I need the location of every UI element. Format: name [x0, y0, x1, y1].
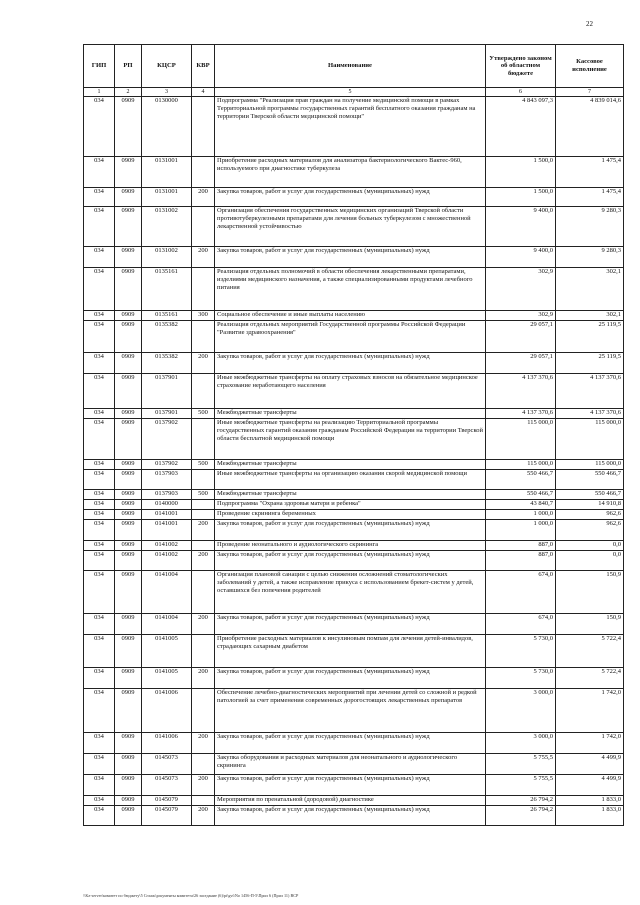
cell-name: Обеспечение лечебно-диагностических мероприятий при лечении детей со сложной и редкой патологией за счет применения современных дорогостоящих лекарственных препаратов	[215, 689, 486, 733]
cell-executed: 0,0	[556, 551, 624, 571]
column-number: 7	[556, 88, 624, 97]
cell-name: Закупка товаров, работ и услуг для государственных (муниципальных) нужд	[215, 806, 486, 826]
cell-kcsr: 0141005	[142, 668, 192, 689]
cell-gpp: 034	[84, 775, 115, 796]
cell-executed: 4 839 014,6	[556, 97, 624, 157]
cell-rp: 0909	[115, 97, 142, 157]
cell-executed: 1 475,4	[556, 157, 624, 188]
column-number: 1	[84, 88, 115, 97]
cell-gpp: 034	[84, 207, 115, 247]
cell-executed: 5 722,4	[556, 635, 624, 668]
cell-name: Межбюджетные трансферты	[215, 409, 486, 419]
header-row	[84, 45, 624, 88]
cell-kcsr: 0141002	[142, 541, 192, 551]
table-row	[84, 247, 624, 268]
cell-kvr	[192, 419, 215, 460]
cell-kcsr: 0137903	[142, 470, 192, 490]
cell-kvr	[192, 510, 215, 520]
cell-approved: 3 000,0	[486, 733, 556, 754]
cell-name: Закупка товаров, работ и услуг для государственных (муниципальных) нужд	[215, 188, 486, 207]
cell-approved: 674,0	[486, 614, 556, 635]
cell-rp: 0909	[115, 796, 142, 806]
cell-executed: 115 000,0	[556, 460, 624, 470]
cell-gpp: 034	[84, 733, 115, 754]
cell-name: Закупка товаров, работ и услуг для государственных (муниципальных) нужд	[215, 775, 486, 796]
table-row	[84, 353, 624, 374]
table-row	[84, 775, 624, 796]
cell-kcsr: 0141004	[142, 571, 192, 614]
cell-executed: 25 119,5	[556, 353, 624, 374]
cell-rp: 0909	[115, 520, 142, 541]
header-gpp: ГИП	[84, 45, 115, 88]
cell-approved: 5 730,0	[486, 668, 556, 689]
cell-approved: 1 500,0	[486, 188, 556, 207]
cell-gpp: 034	[84, 635, 115, 668]
cell-approved: 5 755,5	[486, 775, 556, 796]
column-number: 2	[115, 88, 142, 97]
cell-name: Закупка товаров, работ и услуг для государственных (муниципальных) нужд	[215, 551, 486, 571]
cell-kcsr: 0141005	[142, 635, 192, 668]
cell-kcsr: 0131001	[142, 188, 192, 207]
cell-approved: 29 057,1	[486, 353, 556, 374]
cell-kvr: 200	[192, 614, 215, 635]
cell-approved: 26 794,2	[486, 806, 556, 826]
cell-name: Закупка товаров, работ и услуг для государственных (муниципальных) нужд	[215, 733, 486, 754]
cell-executed: 150,9	[556, 571, 624, 614]
cell-gpp: 034	[84, 470, 115, 490]
cell-approved: 9 400,0	[486, 207, 556, 247]
cell-rp: 0909	[115, 207, 142, 247]
table-row	[84, 321, 624, 353]
cell-rp: 0909	[115, 321, 142, 353]
cell-name: Закупка оборудования и расходных материалов для неонатального и аудиологического скрининга	[215, 754, 486, 775]
table-row	[84, 157, 624, 188]
cell-executed: 115 000,0	[556, 419, 624, 460]
cell-kvr	[192, 374, 215, 409]
cell-gpp: 034	[84, 510, 115, 520]
cell-rp: 0909	[115, 188, 142, 207]
cell-executed: 150,9	[556, 614, 624, 635]
cell-name: Межбюджетные трансферты	[215, 460, 486, 470]
table-row	[84, 551, 624, 571]
cell-kcsr: 0130000	[142, 97, 192, 157]
cell-kvr	[192, 97, 215, 157]
table-row	[84, 635, 624, 668]
table-row	[84, 796, 624, 806]
table-row	[84, 97, 624, 157]
cell-kvr	[192, 754, 215, 775]
cell-name: Иные межбюджетные трансферты на организацию оказания скорой медицинской помощи	[215, 470, 486, 490]
cell-kvr: 200	[192, 551, 215, 571]
cell-approved: 887,0	[486, 551, 556, 571]
cell-rp: 0909	[115, 668, 142, 689]
header-kcsr: КЦСР	[142, 45, 192, 88]
cell-kvr: 200	[192, 520, 215, 541]
cell-kvr	[192, 689, 215, 733]
cell-kcsr: 0140000	[142, 500, 192, 510]
cell-executed: 5 722,4	[556, 668, 624, 689]
cell-name: Приобретение расходных материалов для анализатора бактериологического Вактес-960, используемого при диагностике туберкулеза	[215, 157, 486, 188]
cell-rp: 0909	[115, 311, 142, 321]
cell-kvr: 200	[192, 806, 215, 826]
cell-rp: 0909	[115, 247, 142, 268]
cell-rp: 0909	[115, 409, 142, 419]
cell-executed: 302,1	[556, 311, 624, 321]
table-row	[84, 733, 624, 754]
cell-executed: 1 742,0	[556, 689, 624, 733]
table-row	[84, 207, 624, 247]
cell-approved: 1 000,0	[486, 520, 556, 541]
table-row	[84, 268, 624, 311]
cell-kcsr: 0137901	[142, 409, 192, 419]
cell-kcsr: 0131002	[142, 207, 192, 247]
table-row	[84, 490, 624, 500]
cell-name: Проведение скрининга беременных	[215, 510, 486, 520]
table-row	[84, 460, 624, 470]
table-row	[84, 510, 624, 520]
cell-gpp: 034	[84, 500, 115, 510]
cell-gpp: 034	[84, 419, 115, 460]
cell-gpp: 034	[84, 614, 115, 635]
table-row	[84, 571, 624, 614]
cell-approved: 9 400,0	[486, 247, 556, 268]
cell-kcsr: 0135161	[142, 311, 192, 321]
table-row	[84, 689, 624, 733]
budget-table	[83, 44, 624, 826]
cell-rp: 0909	[115, 689, 142, 733]
cell-gpp: 034	[84, 796, 115, 806]
column-number: 3	[142, 88, 192, 97]
table-row	[84, 311, 624, 321]
cell-rp: 0909	[115, 571, 142, 614]
cell-gpp: 034	[84, 188, 115, 207]
cell-approved: 115 000,0	[486, 419, 556, 460]
cell-kcsr: 0145079	[142, 806, 192, 826]
cell-kvr	[192, 157, 215, 188]
cell-kvr	[192, 321, 215, 353]
cell-gpp: 034	[84, 409, 115, 419]
cell-kvr	[192, 571, 215, 614]
table-row	[84, 668, 624, 689]
cell-rp: 0909	[115, 470, 142, 490]
table-row	[84, 374, 624, 409]
cell-approved: 4 843 097,3	[486, 97, 556, 157]
cell-kvr	[192, 207, 215, 247]
cell-executed: 4 499,9	[556, 775, 624, 796]
cell-kcsr: 0131002	[142, 247, 192, 268]
file-path-footer: \\Kz-server\комитет по бюджету\5 Сглаж\документы комитета\26 заседание (6)\pt\gvt\No 1456-П-5\Прил 6 (Прил 11) ВСР	[83, 893, 299, 898]
cell-rp: 0909	[115, 157, 142, 188]
cell-kcsr: 0137903	[142, 490, 192, 500]
cell-rp: 0909	[115, 374, 142, 409]
cell-gpp: 034	[84, 247, 115, 268]
cell-approved: 26 794,2	[486, 796, 556, 806]
cell-gpp: 034	[84, 754, 115, 775]
table-row	[84, 520, 624, 541]
cell-rp: 0909	[115, 551, 142, 571]
cell-executed: 1 742,0	[556, 733, 624, 754]
cell-name: Проведение неонатального и аудиологического скрининга	[215, 541, 486, 551]
column-number: 4	[192, 88, 215, 97]
cell-gpp: 034	[84, 460, 115, 470]
page-number: 22	[586, 20, 593, 28]
cell-kvr: 200	[192, 668, 215, 689]
table-row	[84, 188, 624, 207]
cell-name: Организация обеспечения государственных медицинских организаций Тверской области противотуберкулезными препаратами для лечения больных туберкулезом с множественной лекарственной устойчивостью	[215, 207, 486, 247]
column-number: 6	[486, 88, 556, 97]
table-row	[84, 806, 624, 826]
cell-executed: 25 119,5	[556, 321, 624, 353]
cell-gpp: 034	[84, 541, 115, 551]
cell-executed: 0,0	[556, 541, 624, 551]
cell-gpp: 034	[84, 668, 115, 689]
cell-rp: 0909	[115, 490, 142, 500]
cell-kvr: 200	[192, 775, 215, 796]
cell-executed: 1 833,0	[556, 796, 624, 806]
cell-kcsr: 0135161	[142, 268, 192, 311]
cell-name: Реализация отдельных полномочий в области обеспечения лекарственными препаратами, изделиями медицинского назначения, а также специализированными продуктами лечебного питания	[215, 268, 486, 311]
cell-kcsr: 0145079	[142, 796, 192, 806]
cell-approved: 115 000,0	[486, 460, 556, 470]
cell-gpp: 034	[84, 157, 115, 188]
cell-approved: 302,9	[486, 311, 556, 321]
cell-gpp: 034	[84, 374, 115, 409]
cell-kcsr: 0141001	[142, 520, 192, 541]
cell-gpp: 034	[84, 689, 115, 733]
cell-gpp: 034	[84, 571, 115, 614]
cell-kcsr: 0137902	[142, 460, 192, 470]
cell-approved: 302,9	[486, 268, 556, 311]
cell-approved: 550 466,7	[486, 490, 556, 500]
table-row	[84, 419, 624, 460]
cell-kvr	[192, 500, 215, 510]
header-kvr: КВР	[192, 45, 215, 88]
table-row	[84, 409, 624, 419]
cell-approved: 29 057,1	[486, 321, 556, 353]
cell-kcsr: 0131001	[142, 157, 192, 188]
cell-kvr: 200	[192, 733, 215, 754]
header-rp: РП	[115, 45, 142, 88]
cell-kcsr: 0145073	[142, 754, 192, 775]
cell-kcsr: 0141002	[142, 551, 192, 571]
cell-approved: 3 000,0	[486, 689, 556, 733]
cell-rp: 0909	[115, 635, 142, 668]
cell-gpp: 034	[84, 551, 115, 571]
cell-approved: 887,0	[486, 541, 556, 551]
cell-approved: 1 000,0	[486, 510, 556, 520]
cell-executed: 4 137 370,6	[556, 374, 624, 409]
table-row	[84, 500, 624, 510]
cell-executed: 9 280,3	[556, 247, 624, 268]
cell-executed: 962,6	[556, 520, 624, 541]
cell-rp: 0909	[115, 353, 142, 374]
cell-gpp: 034	[84, 311, 115, 321]
header-executed: Кассовое исполнение	[556, 45, 624, 88]
cell-approved: 43 840,7	[486, 500, 556, 510]
cell-executed: 550 466,7	[556, 470, 624, 490]
cell-approved: 4 137 370,6	[486, 409, 556, 419]
header-approved: Утверждено законом об областном бюджете	[486, 45, 556, 88]
cell-kvr: 300	[192, 311, 215, 321]
cell-executed: 14 910,8	[556, 500, 624, 510]
cell-gpp: 034	[84, 806, 115, 826]
cell-name: Социальное обеспечение и иные выплаты населению	[215, 311, 486, 321]
cell-kvr: 200	[192, 188, 215, 207]
cell-name: Закупка товаров, работ и услуг для государственных (муниципальных) нужд	[215, 614, 486, 635]
cell-rp: 0909	[115, 510, 142, 520]
table-row	[84, 541, 624, 551]
cell-gpp: 034	[84, 268, 115, 311]
cell-executed: 9 280,3	[556, 207, 624, 247]
cell-kvr	[192, 541, 215, 551]
cell-kcsr: 0145073	[142, 775, 192, 796]
cell-kvr	[192, 796, 215, 806]
cell-executed: 1 833,0	[556, 806, 624, 826]
cell-rp: 0909	[115, 775, 142, 796]
cell-kvr	[192, 470, 215, 490]
cell-kvr: 500	[192, 490, 215, 500]
cell-executed: 302,1	[556, 268, 624, 311]
cell-kcsr: 0135382	[142, 321, 192, 353]
cell-executed: 4 499,9	[556, 754, 624, 775]
cell-kvr	[192, 635, 215, 668]
cell-name: Иные межбюджетные трансферты на оплату страховых взносов на обязательное медицинское страхование неработающего населения	[215, 374, 486, 409]
cell-name: Закупка товаров, работ и услуг для государственных (муниципальных) нужд	[215, 353, 486, 374]
cell-rp: 0909	[115, 419, 142, 460]
cell-approved: 5 730,0	[486, 635, 556, 668]
cell-rp: 0909	[115, 268, 142, 311]
cell-rp: 0909	[115, 460, 142, 470]
cell-kcsr: 0141004	[142, 614, 192, 635]
table-row	[84, 754, 624, 775]
cell-name: Реализация отдельных мероприятий Государственной программы Российской Федерации "Развитие здравоохранения"	[215, 321, 486, 353]
cell-approved: 674,0	[486, 571, 556, 614]
cell-gpp: 034	[84, 321, 115, 353]
column-number-row	[84, 88, 624, 97]
cell-rp: 0909	[115, 754, 142, 775]
cell-name: Организация плановой санации с целью снижения осложнений стоматологических заболеваний у детей, а также исправление прикуса с использованием брекет-систем у детей, оставшихся без попечения родителей	[215, 571, 486, 614]
cell-kcsr: 0137901	[142, 374, 192, 409]
cell-kvr: 200	[192, 247, 215, 268]
cell-gpp: 034	[84, 353, 115, 374]
cell-kvr	[192, 268, 215, 311]
table-row	[84, 614, 624, 635]
cell-executed: 1 475,4	[556, 188, 624, 207]
cell-name: Иные межбюджетные трансферты на реализацию Территориальной программы государственных гарантий оказания гражданам Российской Федерации на территории Тверской области бесплатной медицинской помощи	[215, 419, 486, 460]
cell-executed: 550 466,7	[556, 490, 624, 500]
cell-rp: 0909	[115, 614, 142, 635]
cell-executed: 4 137 370,6	[556, 409, 624, 419]
cell-gpp: 034	[84, 97, 115, 157]
cell-rp: 0909	[115, 541, 142, 551]
cell-kcsr: 0141001	[142, 510, 192, 520]
cell-rp: 0909	[115, 806, 142, 826]
cell-executed: 962,6	[556, 510, 624, 520]
cell-name: Закупка товаров, работ и услуг для государственных (муниципальных) нужд	[215, 247, 486, 268]
cell-name: Приобретение расходных материалов к инсулиновым помпам для лечения детей-инвалидов, страдающих сахарным диабетом	[215, 635, 486, 668]
cell-kcsr: 0137902	[142, 419, 192, 460]
cell-approved: 5 755,5	[486, 754, 556, 775]
cell-kcsr: 0141006	[142, 733, 192, 754]
cell-kvr: 200	[192, 353, 215, 374]
header-name: Наименование	[215, 45, 486, 88]
cell-name: Подпрограмма "Охрана здоровья матери и ребенка"	[215, 500, 486, 510]
cell-rp: 0909	[115, 500, 142, 510]
cell-name: Закупка товаров, работ и услуг для государственных (муниципальных) нужд	[215, 520, 486, 541]
cell-name: Подпрограмма "Реализация прав граждан на получение медицинской помощи в рамках Территориальной программы государственных гарантий бесплатного оказания гражданам на территории Тверской области медицинской помощи"	[215, 97, 486, 157]
cell-name: Закупка товаров, работ и услуг для государственных (муниципальных) нужд	[215, 668, 486, 689]
cell-approved: 1 500,0	[486, 157, 556, 188]
cell-rp: 0909	[115, 733, 142, 754]
cell-kcsr: 0135382	[142, 353, 192, 374]
cell-approved: 4 137 370,6	[486, 374, 556, 409]
column-number: 5	[215, 88, 486, 97]
cell-name: Мероприятия по пренатальной (дородовой) диагностике	[215, 796, 486, 806]
cell-gpp: 034	[84, 490, 115, 500]
cell-approved: 550 466,7	[486, 470, 556, 490]
cell-name: Межбюджетные трансферты	[215, 490, 486, 500]
cell-gpp: 034	[84, 520, 115, 541]
cell-kcsr: 0141006	[142, 689, 192, 733]
cell-kvr: 500	[192, 460, 215, 470]
cell-kvr: 500	[192, 409, 215, 419]
table-row	[84, 470, 624, 490]
